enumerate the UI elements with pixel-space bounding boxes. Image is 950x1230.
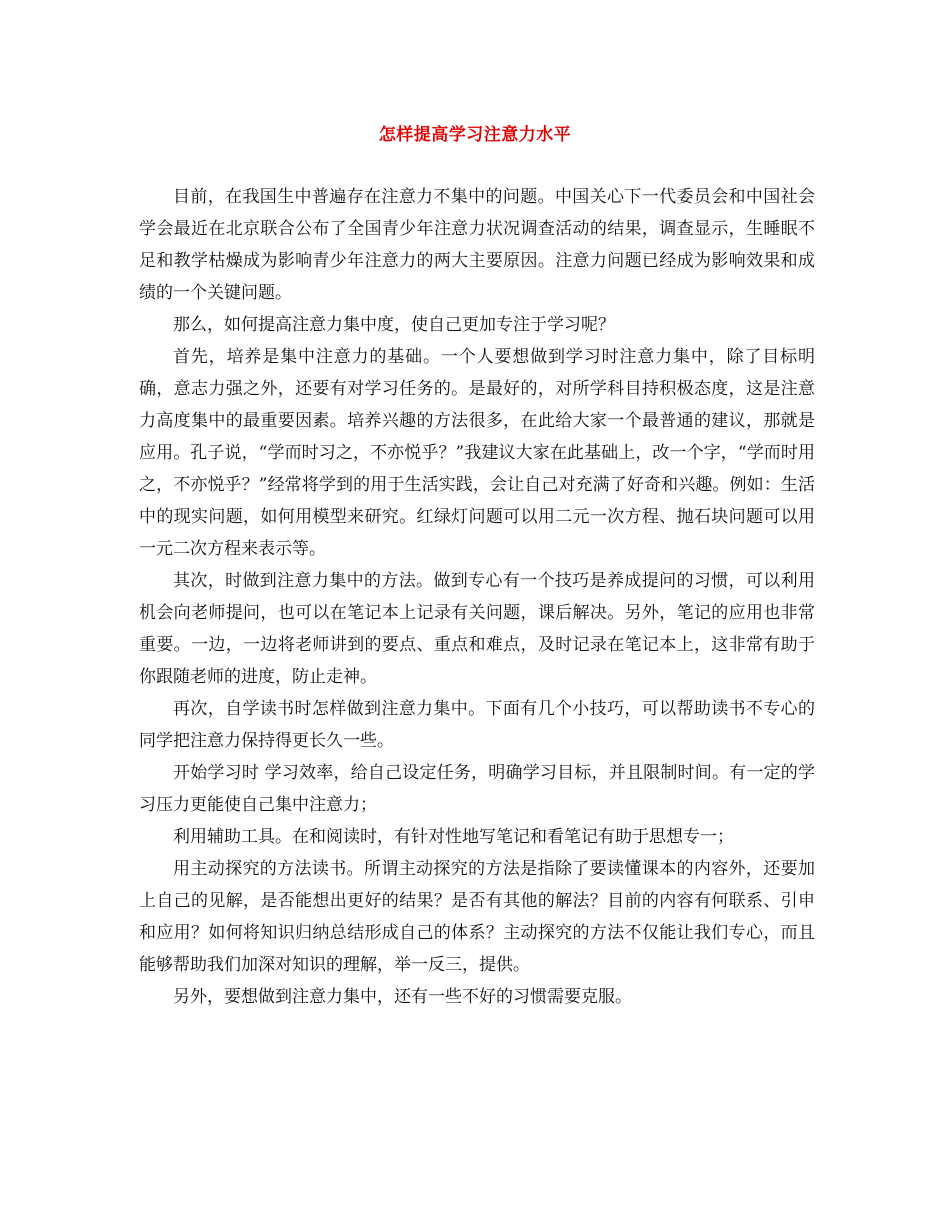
- paragraph: 再次，自学读书时怎样做到注意力集中。下面有几个小技巧，可以帮助读书不专心的同学把注意力保持得更长久一些。: [139, 699, 815, 751]
- paragraph: 首先，培养是集中注意力的基础。一个人要想做到学习时注意力集中，除了目标明确，意志力强之外，还要有对学习任务的。是最好的，对所学科目持积极态度，这是注意力高度集中的最重要因素。培养兴趣的方法很多，在此给大家一个最普通的建议，那就是应用。孔子说，“学而时习之，不亦悦乎？”我建议大家在此基础上，改一个字，“学而时用之，不亦悦乎？”经常将学到的用于生活实践，会让自己对充满了好奇和兴趣。例如：生活中的现实问题，如何用模型来研究。红绿灯问题可以用二元一次方程、抛石块问题可以用一元二次方程来表示等。: [139, 347, 815, 559]
- paragraph: 开始学习时 学习效率，给自己设定任务，明确学习目标，并且限制时间。有一定的学习压力更能使自己集中注意力；: [139, 763, 815, 815]
- paragraph: 用主动探究的方法读书。所谓主动探究的方法是指除了要读懂课本的内容外，还要加上自己的见解，是否能想出更好的结果？是否有其他的解法？目前的内容有何联系、引申和应用？如何将知识归纳总结形成自己的体系？主动探究的方法不仅能让我们专心，而且能够帮助我们加深对知识的理解，举一反三，提供。: [139, 859, 815, 975]
- document-body: [139, 181, 815, 1013]
- paragraph: 目前，在我国生中普遍存在注意力不集中的问题。中国关心下一代委员会和中国社会学会最近在北京联合公布了全国青少年注意力状况调查活动的结果，调查显示，生睡眠不足和教学枯燥成为影响青少年注意力的两大主要原因。注意力问题已经成为影响效果和成绩的一个关键问题。: [139, 187, 815, 303]
- paragraph: 那么，如何提高注意力集中度，使自己更加专注于学习呢？: [173, 315, 615, 335]
- document-title: 怎样提高学习注意力水平: [378, 125, 572, 145]
- paragraph: 利用辅助工具。在和阅读时，有针对性地写笔记和看笔记有助于思想专一；: [173, 827, 734, 847]
- paragraph: 另外，要想做到注意力集中，还有一些不好的习惯需要克服。: [173, 987, 632, 1007]
- paragraph: 其次，时做到注意力集中的方法。做到专心有一个技巧是养成提问的习惯，可以利用机会向老师提问，也可以在笔记本上记录有关问题，课后解决。另外，笔记的应用也非常重要。一边，一边将老师讲到的要点、重点和难点，及时记录在笔记本上，这非常有助于你跟随老师的进度，防止走神。: [139, 571, 815, 687]
